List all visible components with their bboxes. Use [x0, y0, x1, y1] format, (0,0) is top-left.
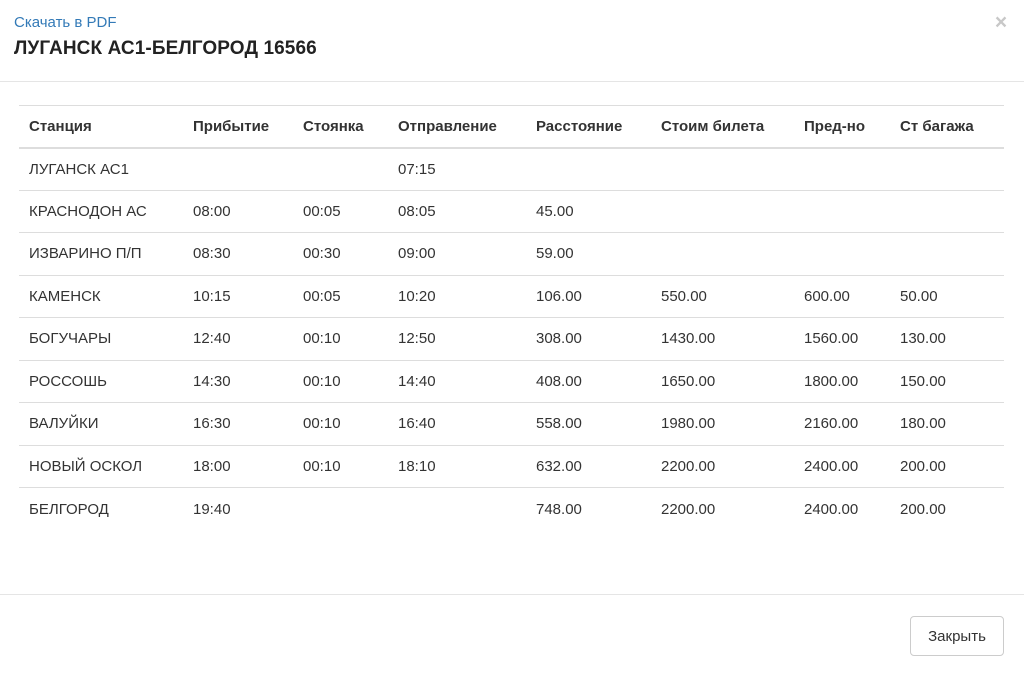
- modal-body: [0, 82, 1024, 594]
- table-row: [19, 275, 1004, 318]
- cell-stop: 00:05: [293, 190, 388, 233]
- cell-station: РОССОШЬ: [19, 360, 183, 403]
- cell-stop: [293, 148, 388, 191]
- modal-footer: [0, 594, 1024, 675]
- table-row: [19, 190, 1004, 233]
- column-header-arrival: Прибытие: [183, 106, 293, 148]
- cell-ticket-price: [651, 190, 794, 233]
- cell-advance: 2400.00: [794, 445, 890, 488]
- table-row: [19, 148, 1004, 191]
- cell-baggage-price: [890, 190, 1004, 233]
- cell-departure: 18:10: [388, 445, 526, 488]
- cell-baggage-price: 50.00: [890, 275, 1004, 318]
- cell-stop: [293, 488, 388, 531]
- column-header-ticket-price: Стоим билета: [651, 106, 794, 148]
- table-row: [19, 445, 1004, 488]
- cell-departure: 08:05: [388, 190, 526, 233]
- cell-arrival: 19:40: [183, 488, 293, 531]
- cell-stop: 00:10: [293, 360, 388, 403]
- cell-baggage-price: 200.00: [890, 445, 1004, 488]
- cell-distance: [526, 148, 651, 191]
- table-row: [19, 360, 1004, 403]
- cell-baggage-price: [890, 148, 1004, 191]
- table-row: [19, 318, 1004, 361]
- table-row: [19, 233, 1004, 276]
- column-header-stop: Стоянка: [293, 106, 388, 148]
- column-header-distance: Расстояние: [526, 106, 651, 148]
- route-title: ЛУГАНСК АС1-БЕЛГОРОД 16566: [14, 38, 317, 59]
- cell-advance: [794, 233, 890, 276]
- cell-departure: 14:40: [388, 360, 526, 403]
- cell-baggage-price: 200.00: [890, 488, 1004, 531]
- cell-distance: 748.00: [526, 488, 651, 531]
- table-header-row: [19, 106, 1004, 148]
- cell-arrival: 12:40: [183, 318, 293, 361]
- table-row: [19, 403, 1004, 446]
- cell-distance: 45.00: [526, 190, 651, 233]
- cell-ticket-price: 1430.00: [651, 318, 794, 361]
- cell-stop: 00:10: [293, 445, 388, 488]
- cell-advance: [794, 190, 890, 233]
- cell-station: НОВЫЙ ОСКОЛ: [19, 445, 183, 488]
- cell-arrival: 16:30: [183, 403, 293, 446]
- schedule-table-body: [19, 148, 1004, 531]
- cell-advance: 1560.00: [794, 318, 890, 361]
- close-button[interactable]: Закрыть: [910, 616, 1004, 656]
- cell-ticket-price: 1650.00: [651, 360, 794, 403]
- column-header-baggage-price: Ст багажа: [890, 106, 1004, 148]
- cell-distance: 106.00: [526, 275, 651, 318]
- cell-distance: 558.00: [526, 403, 651, 446]
- cell-ticket-price: [651, 148, 794, 191]
- cell-distance: 632.00: [526, 445, 651, 488]
- column-header-advance: Пред-но: [794, 106, 890, 148]
- cell-station: БОГУЧАРЫ: [19, 318, 183, 361]
- cell-arrival: [183, 148, 293, 191]
- cell-arrival: 14:30: [183, 360, 293, 403]
- cell-baggage-price: 150.00: [890, 360, 1004, 403]
- cell-station: КАМЕНСК: [19, 275, 183, 318]
- cell-stop: 00:10: [293, 318, 388, 361]
- column-header-departure: Отправление: [388, 106, 526, 148]
- cell-station: ИЗВАРИНО П/П: [19, 233, 183, 276]
- cell-arrival: 18:00: [183, 445, 293, 488]
- table-row: [19, 488, 1004, 531]
- modal-header: [0, 0, 1024, 82]
- cell-ticket-price: 2200.00: [651, 488, 794, 531]
- cell-baggage-price: 130.00: [890, 318, 1004, 361]
- cell-advance: 2400.00: [794, 488, 890, 531]
- cell-station: КРАСНОДОН АС: [19, 190, 183, 233]
- cell-advance: 2160.00: [794, 403, 890, 446]
- cell-ticket-price: 1980.00: [651, 403, 794, 446]
- cell-departure: 16:40: [388, 403, 526, 446]
- cell-distance: 308.00: [526, 318, 651, 361]
- cell-advance: 1800.00: [794, 360, 890, 403]
- cell-baggage-price: [890, 233, 1004, 276]
- cell-station: БЕЛГОРОД: [19, 488, 183, 531]
- cell-station: ЛУГАНСК АС1: [29, 160, 129, 178]
- cell-arrival: 10:15: [183, 275, 293, 318]
- close-icon[interactable]: ×: [994, 11, 1008, 34]
- cell-station: ВАЛУЙКИ: [19, 403, 183, 446]
- column-header-station: Станция: [19, 106, 183, 148]
- cell-stop: 00:30: [293, 233, 388, 276]
- cell-departure: 09:00: [388, 233, 526, 276]
- cell-stop: 00:10: [293, 403, 388, 446]
- cell-baggage-price: 180.00: [890, 403, 1004, 446]
- cell-departure: 12:50: [388, 318, 526, 361]
- cell-arrival: 08:30: [183, 233, 293, 276]
- cell-stop: 00:05: [293, 275, 388, 318]
- cell-departure: [388, 488, 526, 531]
- cell-ticket-price: [651, 233, 794, 276]
- cell-departure: 10:20: [388, 275, 526, 318]
- schedule-table: [19, 105, 1004, 530]
- cell-advance: 600.00: [794, 275, 890, 318]
- download-pdf-link[interactable]: Скачать в PDF: [14, 14, 117, 31]
- cell-distance: 408.00: [526, 360, 651, 403]
- cell-arrival: 08:00: [183, 190, 293, 233]
- cell-ticket-price: 550.00: [651, 275, 794, 318]
- cell-departure: 07:15: [398, 160, 436, 178]
- cell-distance: 59.00: [526, 233, 651, 276]
- cell-ticket-price: 2200.00: [651, 445, 794, 488]
- cell-advance: [794, 148, 890, 191]
